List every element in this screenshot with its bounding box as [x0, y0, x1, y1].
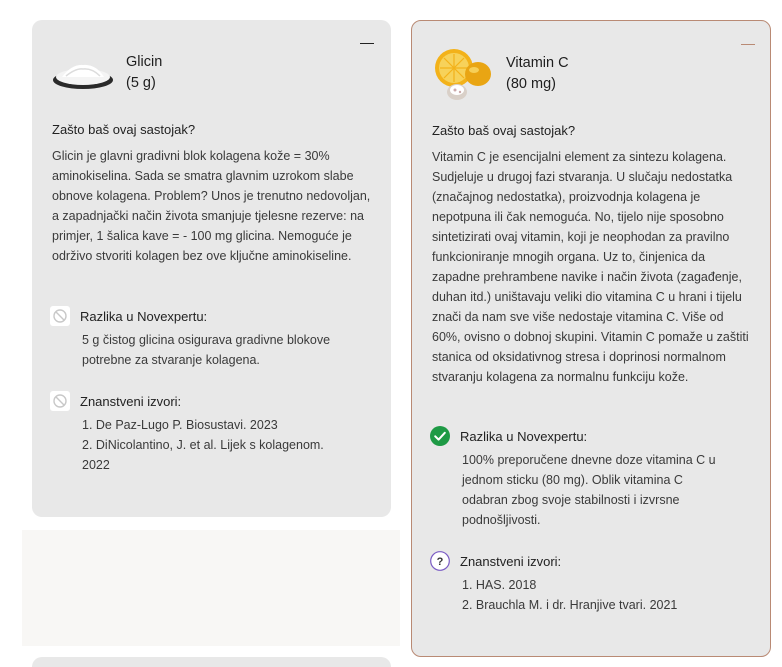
sources-section: [430, 551, 732, 615]
collapse-icon[interactable]: [360, 43, 374, 44]
ingredient-header: [430, 49, 569, 99]
svg-text:?: ?: [436, 556, 444, 568]
source-item: 1. HAS. 2018: [462, 578, 537, 592]
why-ingredient-title: Zašto baš ovaj sastojak?: [52, 122, 196, 137]
ingredient-amount: (80 mg): [506, 76, 556, 92]
ingredient-description: Vitamin C je esencijalni element za sintezu kolagena. Sudjeluje u drugoj fazi stvaranja. U slučaju nedostatka (značajnog nedostatka), proizvodnja kolagena je nepotpuna ili čak nemoguća. No, tijelo nije sposobno sintetizirati ovaj vitamin, koji je neophodan za pravilno funkcioniranje mnogih organa. Uz to, činjenica da zapadne prehrambene navike i način života (zagađenje, duhan itd.) uništavaju veliki dio vitamina C u hrani i tijelu znači da nam sve više nedostaje vitamina C. Više od 60%, ovisno o dobnoj skupini. Vitamin C pomaže u zaštiti stanica od oksidativnog stresa i doprinosi normalnom stvaranju kolagena za normalnu funkciju kože.: [432, 150, 749, 384]
ingredient-card-glicin[interactable]: [32, 20, 391, 517]
difference-text: 100% preporučene dnevne doze vitamina C u jednom sticku (80 mg). Oblik vitamina C odabran zbog svoje stabilnosti i izvrsne podnošljivosti.: [462, 453, 716, 527]
source-item: 2. DiNicolantino, J. et al. Lijek s kolagenom. 2022: [82, 438, 324, 472]
difference-title: Razlika u Novexpertu:: [460, 428, 588, 444]
why-ingredient-title: Zašto baš ovaj sastojak?: [432, 123, 576, 138]
sources-list: [462, 575, 732, 615]
check-circle-icon: [430, 426, 450, 446]
ingredient-name: Vitamin C: [506, 55, 569, 71]
collapse-icon[interactable]: [741, 44, 755, 45]
source-item: 1. De Paz-Lugo P. Biosustavi. 2023: [82, 418, 278, 432]
difference-section: [430, 426, 732, 530]
ingredient-header: [50, 48, 162, 98]
sources-title: Znanstveni izvori:: [460, 553, 562, 569]
lemon-image: [430, 49, 496, 99]
ingredient-name: Glicin: [126, 54, 163, 70]
sources-section: [50, 391, 352, 475]
sources-title: Znanstveni izvori:: [80, 393, 182, 409]
question-mark-icon: [430, 551, 450, 571]
ingredient-description: Glicin je glavni gradivni blok kolagena kože = 30% aminokiselina. Sada se smatra glavnim uzrokom slabe obnove kolagena. Problem? Unos je trenutno nedovoljan, a zapadnjački način života smanjuje tjelesne rezerve: na primjer, 1 šalica kave = - 100 mg glicina. Nemoguće je održivo stvoriti kolagen bez ove ključne aminokiseline.: [52, 149, 371, 263]
source-item: 2. Brauchla M. i dr. Hranjive tvari. 2021: [462, 598, 678, 612]
not-available-icon: [50, 306, 70, 326]
not-available-icon: [50, 391, 70, 411]
sources-list: [82, 415, 352, 475]
next-ingredient-card[interactable]: [32, 657, 391, 667]
difference-section: [50, 306, 352, 370]
ingredient-amount: (5 g): [126, 75, 156, 91]
difference-title: Razlika u Novexpertu:: [80, 308, 208, 324]
glycine-powder-image: [50, 48, 116, 98]
ingredient-card-vitamin-c[interactable]: [411, 20, 771, 657]
empty-panel: [22, 530, 400, 646]
difference-text: 5 g čistog glicina osigurava gradivne blokove potrebne za stvaranje kolagena.: [82, 333, 331, 367]
